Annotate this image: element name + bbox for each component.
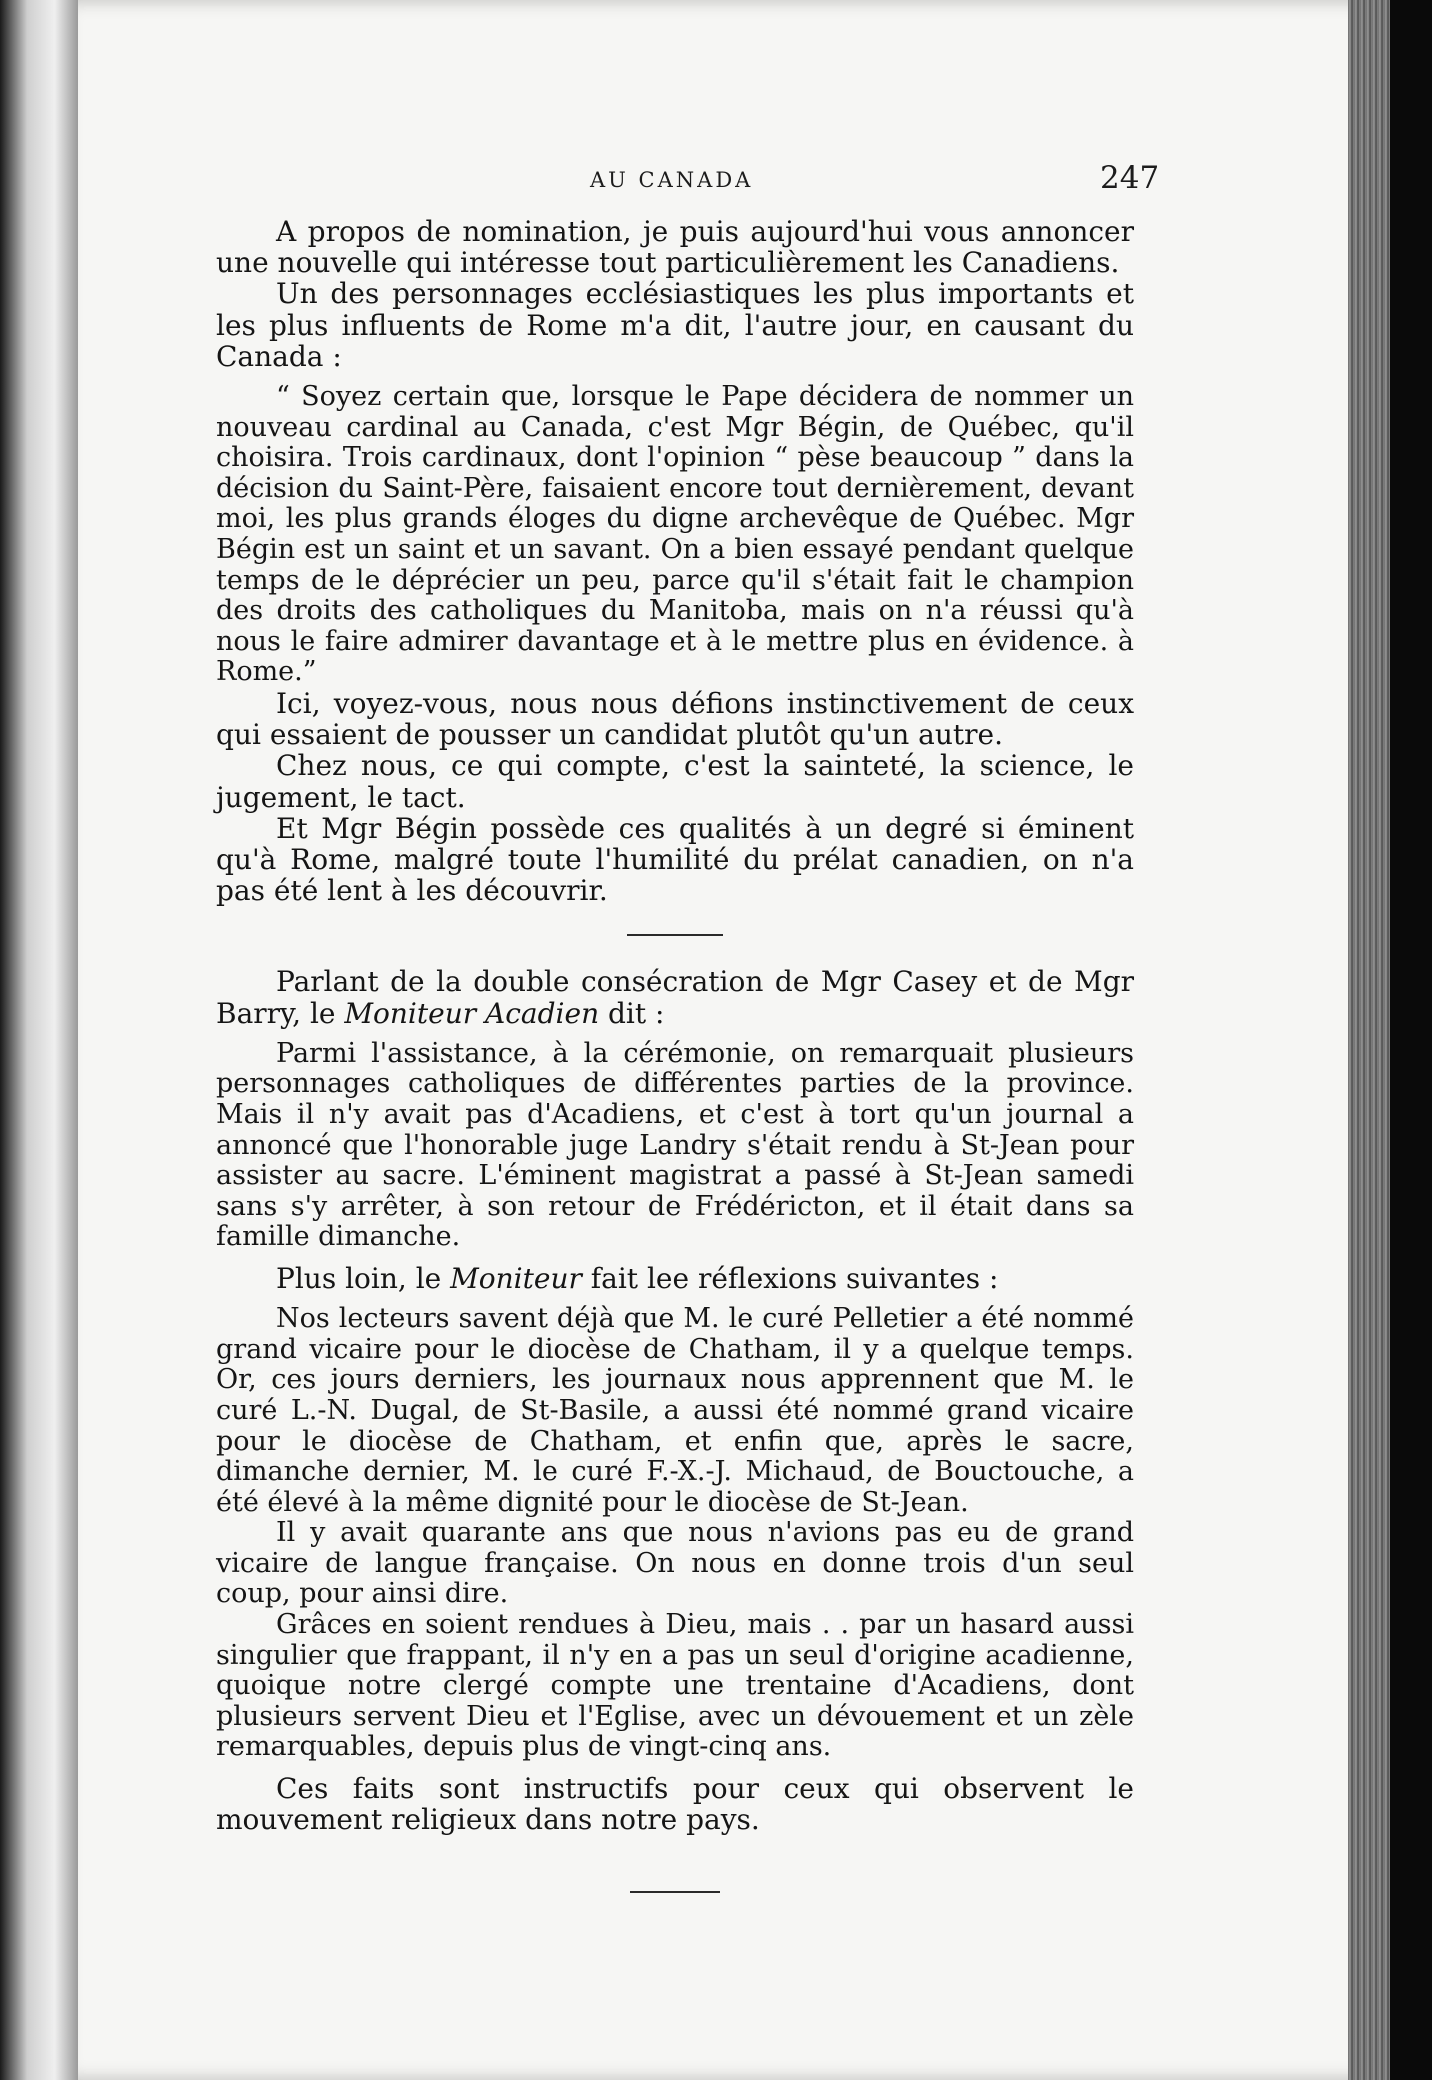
paragraph: A propos de nomination, je puis aujourd'hui vous annoncer une nouvelle qui intéresse tout particulièrement les Canadiens. bbox=[216, 215, 1134, 280]
quoted-paragraph: Nos lecteurs savent déjà que M. le curé Pelletier a été nommé grand vicaire pour le diocèse de Chatham, il y a quelque temps. Or, ces jours derniers, les journaux nous apprennent que M. le curé L.-N. Dugal, de St-Basile, a aussi été nommé grand vicaire pour le diocèse de Chatham, et enfin que, après le sacre, dimanche dernier, M. le curé F.-X.-J. Michaud, de Bouctouche, a été élevé à la même dignité pour le diocèse de St-Jean. bbox=[216, 1303, 1134, 1518]
paragraph bbox=[216, 966, 1134, 1028]
facing-page-edge bbox=[0, 0, 78, 2080]
quoted-paragraph: Il y avait quarante ans que nous n'avions pas eu de grand vicaire de langue française. On nous en donne trois d'un seul coup, pour ainsi dire. bbox=[216, 1517, 1134, 1610]
section-divider bbox=[627, 934, 723, 936]
quoted-paragraph: “ Soyez certain que, lorsque le Pape décidera de nommer un nouveau cardinal au Canada, c'est Mgr Bégin, de Québec, qu'il choisira. Trois cardinaux, dont l'opinion “ pèse beaucoup ” dans la décision du Saint-Père, faisaient encore tout dernièrement, devant moi, les plus grands éloges du digne archevêque de Québec. Mgr Bégin est un saint et un savant. On a bien essayé pendant quelque temps de le déprécier un peu, parce qu'il s'était fait le champion des droits des catholiques du Manitoba, mais on n'a réussi qu'à nous le faire admirer davantage et à le mettre plus en évidence. à Rome.” bbox=[216, 381, 1134, 688]
quoted-paragraph: Grâces en soient rendues à Dieu, mais . . par un hasard aussi singulier que frappant, il n'y en a pas un seul d'origine acadienne, quoique notre clergé compte une trentaine d'Acadiens, dont plusieurs servent Dieu et l'Eglise, avec un dévouement et un zèle remarquables, depuis plus de vingt-cinq ans. bbox=[216, 1609, 1134, 1763]
running-head: AU CANADA bbox=[590, 168, 754, 192]
paragraph bbox=[216, 1263, 1134, 1294]
page-number: 247 bbox=[1100, 160, 1160, 196]
text-run: dit : bbox=[599, 996, 665, 1030]
paragraph: Ici, voyez-vous, nous nous défions instinctivement de ceux qui essaient de pousser un candidat plutôt qu'un autre. bbox=[216, 686, 1134, 752]
text-run: Parlant de la double consécration de Mgr Casey et de Mgr Barry, le bbox=[216, 965, 1134, 1030]
end-divider bbox=[630, 1891, 720, 1893]
body-text bbox=[216, 216, 1134, 1923]
page-stack-edge bbox=[1348, 0, 1390, 2080]
paragraph: Un des personnages ecclésiastiques les plus importants et les plus influents de Rome m'a dit, l'autre jour, en causant du Canada : bbox=[216, 277, 1134, 373]
paragraph: Ces faits sont instructifs pour ceux qui observent le mouvement religieux dans notre pays. bbox=[216, 1772, 1134, 1837]
book-page bbox=[78, 0, 1390, 2080]
journal-title: Moniteur bbox=[450, 1261, 582, 1295]
quoted-paragraph: Parmi l'assistance, à la cérémonie, on remarquait plusieurs personnages catholiques de différentes parties de la province. Mais il n'y avait pas d'Acadiens, et c'est à tort qu'un journal a annoncé que l'honorable juge Landry s'était rendu à St-Jean pour assister au sacre. L'éminent magistrat a passé à St-Jean samedi sans s'y arrêter, à son retour de Frédéricton, et il était dans sa famille dimanche. bbox=[216, 1037, 1134, 1253]
text-run: fait lee réflexions suivantes : bbox=[581, 1261, 999, 1295]
page-header bbox=[78, 160, 1390, 208]
text-run: Plus loin, le bbox=[276, 1261, 451, 1295]
paragraph: Et Mgr Bégin possède ces qualités à un degré si éminent qu'à Rome, malgré toute l'humilité du prélat canadien, on n'a pas été lent à les découvrir. bbox=[216, 811, 1134, 908]
journal-title: Moniteur Acadien bbox=[344, 996, 600, 1030]
paragraph: Chez nous, ce qui compte, c'est la sainteté, la science, le jugement, le tact. bbox=[216, 749, 1134, 814]
